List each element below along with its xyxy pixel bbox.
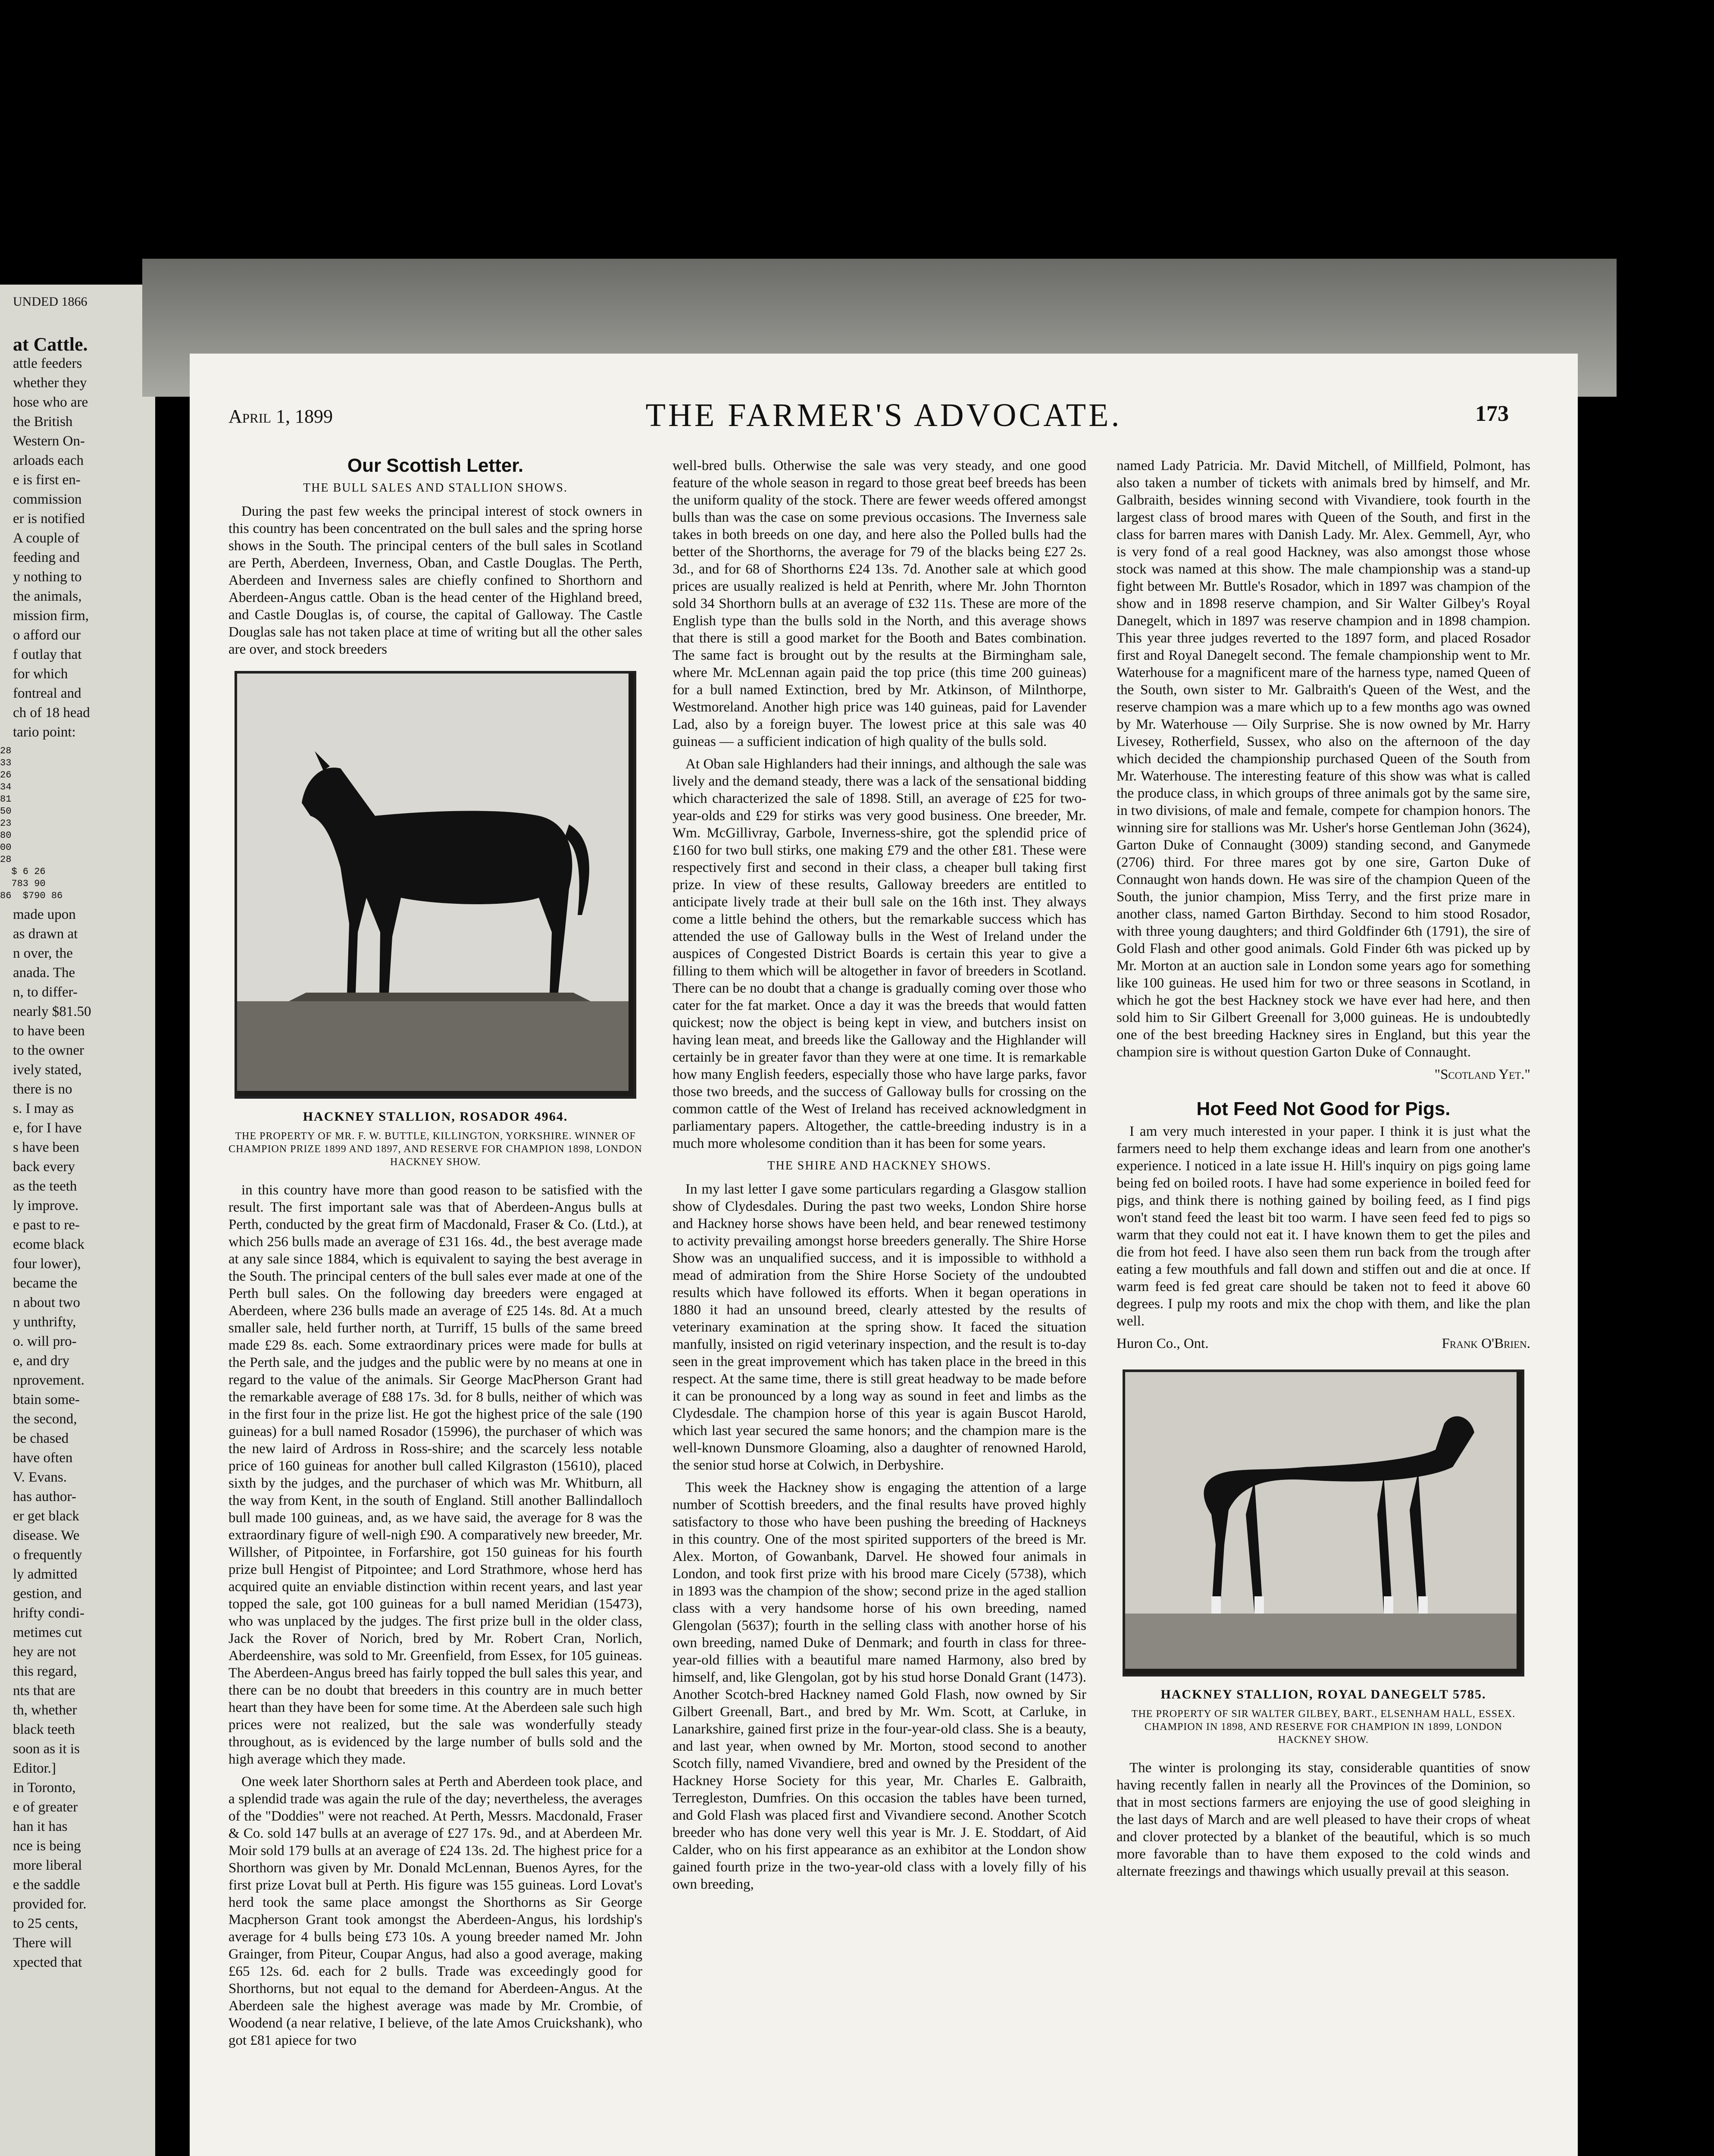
column-3 [1117, 457, 1530, 1885]
photo-rosador [235, 671, 636, 1099]
figure-caption-subtitle: THE PROPERTY OF MR. F. W. BUTTLE, KILLINGTON, YORKSHIRE. WINNER OF CHAMPION PRIZE 1899 AND 1897, AND RESERVE FOR CHAMPION 1898, LONDON HACKNEY SHOW. [228, 1131, 642, 1168]
article2-body: I am very much interested in your paper. I think it is just what the farmers need to help them exchange ideas and learn from one another's experience. I noticed in a late issue H. Hill's inquiry on pigs going lame being fed on boiled roots. I have had some experience in boiled feed for pigs, and think there is nothing gained by boiling feed, as I find pigs won't stand feed the least bit too warm. I have seen feed fed to pigs so warm that they could not eat it. I have known them to get the piles and die from hot feed. I have also seen them run back from the trough after eating a few mouthfuls and fall down and stiffen out and die at once. If warm feed is fed great care should be taken not to feed it above 60 degrees. I pulp my roots and mix the chop with them, and like the plan well. [1117, 1124, 1530, 1329]
page-number: 173 [1475, 401, 1509, 426]
previous-page-line: attle feeders [13, 356, 82, 371]
column-1 [228, 457, 642, 2054]
previous-page-line: be chased [13, 1431, 69, 1446]
previous-page-line: e past to re- [13, 1217, 80, 1233]
previous-page-line: more liberal [13, 1858, 82, 1873]
previous-page-text-lower [0, 906, 147, 1971]
previous-page-line: the British [13, 414, 73, 429]
previous-page-line: y unthrifty, [13, 1314, 76, 1330]
previous-page-line: became the [13, 1275, 78, 1291]
newspaper-page [190, 354, 1578, 2156]
previous-page-text [0, 355, 147, 741]
previous-page-line: arloads each [13, 453, 84, 468]
previous-page-line: gestion, and [13, 1586, 82, 1601]
previous-page-line: V. Evans. [13, 1470, 67, 1485]
previous-page-header: UNDED 1866 [13, 295, 88, 309]
horse-illustration [237, 674, 629, 1091]
previous-page-line: y nothing to [13, 569, 82, 585]
photo-royal-danegelt [1123, 1369, 1524, 1677]
article2-signature [1117, 1335, 1530, 1352]
previous-page-line: fontreal and [13, 686, 81, 701]
previous-page-line: nprovement. [13, 1373, 84, 1388]
article-paragraph: At Oban sale Highlanders had their innings, and although the sale was lively and the demand steady, there was a lack of the sensational bidding which characterized the sale of 1898. Still, an average of £25 for two-year-olds and £29 for stirks was very good business. One breeder, Mr. Wm. McGillivray, Garbole, Inverness-shire, got the splendid price of £160 for two bull stirks, one making £79 and the other £81. These were respectively first and second in their class, a cheaper bull taking first prize. In view of these results, Galloway breeders are entitled to anticipate lively trade at their bull sale on the 16th inst. They always come a little behind the others, but the remarkable success which has attended the use of Galloway bulls in the West of Ireland under the auspices of Congested District Boards is certain this year to give a filling to them which will be altogether in favor of breeders in Scotland. There can be no doubt that a change is gradually coming over those who cater for the fat market. Once a day it was the breeds that would fatten quickest; now the object is being kept in view, and butchers insist on having lean meat, and breeds like the Galloway and the Highlander will certainly be in greater favor than they were at one time. It is remarkable how many English feeders, especially those who have large parks, favor those two breeds, and the success of Galloway bulls for crossing on the common cattle of the West of Ireland has received acknowledgment in parliamentary papers. Altogether, the cattle-breeding industry is in a much more wholesome condition than it has been for some years. [672, 756, 1086, 1151]
previous-page-line: th, whether [13, 1702, 77, 1718]
previous-page-line: as drawn at [13, 926, 78, 942]
previous-page-line: e, for I have [13, 1120, 82, 1136]
previous-page-line: disease. We [13, 1528, 80, 1543]
previous-page-line: e of greater [13, 1799, 78, 1815]
previous-page-edge [0, 285, 155, 2156]
previous-page-line: o afford our [13, 627, 81, 643]
film-border-top [0, 0, 1714, 26]
horse-illustration [1125, 1372, 1517, 1669]
previous-page-line: hey are not [13, 1644, 76, 1660]
article-paragraph: well-bred bulls. Otherwise the sale was very steady, and one good feature of the whole season in regard to those great beef breeds has been the uniform quality of the stock. There are fewer weeds offered amongst bulls than was the case on some previous occasions. The Inverness sale takes in both breeds on one day, and here also the Polled bulls had the better of the Shorthorns, the average for 79 of the blacks being £27 2s. 3d., and for 68 of Shorthorns £24 13s. 7d. Another sale at which good prices are usually realized is held at Penrith, where Mr. John Thornton sold 34 Shorthorn bulls at an average of £32 11s. These are more of the English type than the bulls sold in the North, and this average shows that there is still a good market for the Booth and Bates combination. The same fact is brought out by the results at the Birmingham sale, where Mr. McLennan again paid the top price (this time 200 guineas) for a bull named Extinction, bred by Mr. Atkinson, of Milnthorpe, Westmoreland. Another high price was 140 guineas, paid for Lavender Lad, also by a foreign buyer. The lowest price at this sale was 40 guineas — a sufficient indication of high quality of the bulls sold. [672, 458, 1086, 749]
previous-page-line: feeding and [13, 550, 80, 565]
previous-page-line: provided for. [13, 1896, 87, 1912]
article-subtitle: THE BULL SALES AND STALLION SHOWS. [303, 481, 568, 495]
previous-page-line: the animals, [13, 589, 82, 604]
previous-page-line: n about two [13, 1295, 80, 1310]
previous-page-line: ecome black [13, 1237, 84, 1252]
article-intro: During the past few weeks the principal interest of stock owners in this country has been concentrated on the bull sales and the spring horse shows in the South. The principal centers of the bull sales in Scotland are Perth, Aberdeen, Inverness, Oban, and Castle Douglas. The Perth, Aberdeen and Inverness sales are chiefly confined to Shorthorn and Aberdeen-Angus cattle. Oban is the head center of the Highland breed, and Castle Douglas is, of course, the capital of Galloway. The Castle Douglas sale has not taken place at time of writing but all the other sales are over, and stock breeders [228, 504, 642, 657]
previous-page-line: hrifty condi- [13, 1605, 84, 1621]
previous-page-line: have often [13, 1450, 73, 1466]
issue-date: April 1, 1899 [228, 406, 333, 427]
article-title: Our Scottish Letter. [347, 455, 524, 476]
article-paragraph: One week later Shorthorn sales at Perth and Aberdeen took place, and a splendid trade was again the rule of the day; nevertheless, the averages of the "Doddies" were not reached. At Perth, Messrs. Macdonald, Fraser & Co. sold 147 bulls at an average of £27 17s. 9d., and at Aberdeen Mr. Moir sold 179 bulls at an average of £24 13s. 2d. The highest price for a Shorthorn was given by Mr. Donald McLennan, Buenos Ayres, for the first prize Lovat bull at Perth. His figure was 155 guineas. Lord Lovat's herd took the same place amongst the Shorthorns as Sir George Macpherson Grant took amongst the Aberdeen-Angus, his lordship's average for 4 bulls being £73 10s. A young breeder named Mr. John Grainger, from Piteur, Coupar Angus, had also a good average, making £65 12s. 6d. each for 2 bulls. Trade was exceedingly good for Shorthorns, but not equal to the demand for Aberdeen-Angus. At the Aberdeen sale the highest average was made by Mr. Crombie, of Woodend (a near relative, I believe, of the late Amos Cruickshank), who got £81 apiece for two [228, 1774, 642, 2048]
section-subhead: THE SHIRE AND HACKNEY SHOWS. [767, 1159, 991, 1172]
masthead: THE FARMER'S ADVOCATE. [645, 397, 1122, 433]
previous-page-line: soon as it is [13, 1741, 80, 1757]
previous-page-line: anada. The [13, 965, 75, 981]
previous-page-line: Western On- [13, 433, 85, 449]
previous-page-line: n, to differ- [13, 984, 78, 1000]
previous-page-line: btain some- [13, 1392, 80, 1407]
previous-page-line: er is notified [13, 511, 85, 526]
previous-page-line: e the saddle [13, 1877, 80, 1893]
previous-page-line: ively stated, [13, 1062, 82, 1078]
previous-page-line: o frequently [13, 1547, 82, 1563]
previous-page-line: nce is being [13, 1838, 81, 1854]
previous-page-line: metimes cut [13, 1625, 82, 1640]
previous-page-line: hose who are [13, 395, 88, 410]
article2-author: Frank O'Brien. [1442, 1336, 1530, 1351]
article-paragraph: named Lady Patricia. Mr. David Mitchell, of Millfield, Polmont, has also taken a number of tickets with animals bred by himself, and Mr. Galbraith, besides winning second with Vivandiere, took fourth in the largest class of brood mares with Queen of the South, and first in the class for barren mares with Danish Lady. Mr. Alex. Gemmell, Ayr, who is very fond of a real good Hackney, was also amongst those whose stock was named at this show. The male championship was a stand-up fight between Mr. Buttle's Rosador, which in 1897 was champion of the show and in 1898 reserve champion, and Sir Walter Gilbey's Royal Danegelt, which in 1897 was reserve champion and in 1898 champion. This year three judges reverted to the 1897 form, and placed Rosador first and Royal Danegelt second. The female championship went to Mr. Waterhouse for a magnificent mare of the harness type, named Queen of the South, own sister to Mr. Galbraith's Queen of the West, and the reserve champion was a mare which up to a few months ago was owned by Mr. Waterhouse — Oily Surprise. She is now owned by Mr. Harry Livesey, Rotherfield, Sussex, who also on the afternoon of the day which decided the championship purchased Queen of the South from Mr. Waterhouse. The interesting feature of this show was what is called the produce class, in which groups of three animals got by the same sire, in two divisions, of male and female, compete for champion honors. The winning sire for stallions was Mr. Usher's horse Gentleman John (3624), Garton Duke of Connaught (3009) standing second, and Ganymede (2706) third. For three mares got by one sire, Garton Duke of Connaught won hands down. He was sire of the champion Queen of the South, the junior champion, Miss Terry, and the first prize mare in another class, named Garton Birthday. Second to him stood Rosador, with three young daughters; and third Goldfinder 6th (1791), the sire of Gold Flash and other good animals. Gold Finder 6th was picked up by Mr. Morton at an auction sale in London some years ago for something like 100 guineas. He used him for two or three seasons in Scotland, in which he got the best Hackney stock we have ever had here, and then sold him to Sir Gilbert Greenall for 3,000 guineas. He is undoubtedly one of the best breeding Hackney sires in England, but this year the champion sire is without question Garton Duke of Connaught. [1117, 458, 1530, 1060]
figure-caption-title: HACKNEY STALLION, ROYAL DANEGELT 5785. [1160, 1687, 1486, 1702]
previous-page-line: nts that are [13, 1683, 75, 1698]
previous-page-line: made upon [13, 907, 76, 922]
closing-paragraph: The winter is prolonging its stay, considerable quantities of snow having recently fallen in nearly all the Provinces of the Dominion, so that in most sections farmers are enjoying the use of good sleighing in the last days of March and are well pleased to have their crops of wheat and clover protected by a blanket of the beautiful, which is so much more favorable than to have them exposed to the cold winds and alternate freezings and thawings which usually prevail at this season. [1117, 1760, 1530, 1879]
previous-page-line: A couple of [13, 530, 79, 546]
article2-title: Hot Feed Not Good for Pigs. [1196, 1098, 1451, 1119]
previous-page-line: e is first en- [13, 472, 81, 488]
previous-page-line: to 25 cents, [13, 1916, 78, 1931]
previous-page-figures: 28 33 26 34 81 50 23 80 00 28 $ 6 26 783 90 86 $790 86 [0, 746, 63, 901]
previous-page-line: mission firm, [13, 608, 89, 624]
previous-page-line: han it has [13, 1819, 68, 1834]
previous-page-line: xpected that [13, 1955, 82, 1970]
figure-caption-subtitle: THE PROPERTY OF SIR WALTER GILBEY, BART., ELSENHAM HALL, ESSEX. CHAMPION IN 1898, AND RESERVE FOR CHAMPION IN 1899, LONDON HACKNEY SHOW. [1131, 1708, 1516, 1745]
article-paragraph: In my last letter I gave some particulars regarding a Glasgow stallion show of Clydesdales. During the past two weeks, London Shire horse and Hackney horse shows have been held, and bear renewed testimony to activity prevailing amongst horse breeders generally. The Shire Horse Show was an unqualified success, and it is impossible to withhold a mead of admiration from the Shire Horse Society of the undoubted results which have followed its efforts. When it began operations in 1880 it had an unsound breed, clearly attested by the results of veterinary examination at the spring show. It faced the situation manfully, insisted on rigid veterinary inspection, and the result is to-day seen in the great improvement which has taken place in the breed in this respect. At the same time, there is still great headway to be made before it can be pronounced by a long way as sound in feet and limbs as the Clydesdale. The champion horse of this year is again Buscot Harold, which last year secured the same honors; and the champion mare is the well-known Dunsmore Gloaming, also a daughter of renowned Harold, the senior stud horse at Colwich, in Derbyshire. [672, 1181, 1086, 1473]
previous-page-line: there is no [13, 1081, 72, 1097]
previous-page-line: in Toronto, [13, 1780, 76, 1796]
previous-page-line: nearly $81.50 [13, 1004, 91, 1019]
previous-page-line: this regard, [13, 1664, 77, 1679]
page-header [190, 397, 1578, 444]
previous-page-line: Editor.] [13, 1761, 56, 1776]
figure-caption-title: HACKNEY STALLION, ROSADOR 4964. [303, 1109, 568, 1124]
previous-page-line: s. I may as [13, 1101, 74, 1116]
previous-page-line: ly improve. [13, 1198, 79, 1213]
previous-page-line: four lower), [13, 1256, 81, 1272]
previous-page-line: o. will pro- [13, 1334, 77, 1349]
previous-page-line: as the teeth [13, 1178, 77, 1194]
article-signoff: "Scotland Yet." [1434, 1067, 1530, 1082]
previous-page-line: to have been [13, 1023, 85, 1039]
previous-page-line: s have been [13, 1140, 79, 1155]
previous-page-line: e, and dry [13, 1353, 70, 1369]
previous-page-line: ly admitted [13, 1567, 78, 1582]
previous-page-line: commission [13, 492, 82, 507]
previous-page-line: to the owner [13, 1043, 84, 1058]
previous-page-line: tario point: [13, 724, 76, 740]
previous-page-line: has author- [13, 1489, 76, 1504]
previous-page-line: whether they [13, 375, 87, 391]
previous-page-line: the second, [13, 1411, 77, 1427]
article2-place: Huron Co., Ont. [1117, 1336, 1209, 1351]
previous-page-line: back every [13, 1159, 75, 1175]
column-2 [672, 457, 1086, 1898]
previous-page-line: black teeth [13, 1722, 75, 1737]
previous-page-line: f outlay that [13, 647, 82, 662]
previous-page-line: n over, the [13, 946, 73, 961]
previous-page-line: er get black [13, 1508, 79, 1524]
article-paragraph: in this country have more than good reason to be satisfied with the result. The first important sale was that of Aberdeen-Angus bulls at Perth, conducted by the great firm of Macdonald, Fraser & Co. (Ltd.), at which 256 bulls made an average of £31 16s. 4d., the best average made at any sale since 1884, which is equivalent to saying the best average in the South. The principal centers of the bull sales ever made at one of the Perth bull sales. On the following day breeders were engaged at Aberdeen, where 236 bulls made an average of £25 14s. 8d. At a much smaller sale, held further north, at Turriff, 15 bulls of the same breed made £29 8s. each. Some extraordinary prices were made for bulls at the Perth sale, and the judges and the public were by no means at one in regard to the value of the animals. Sir George MacPherson Grant had the remarkable average of £88 17s. 3d. for 8 bulls, neither of which was in the first four in the prize list. He got the highest price of the sale (190 guineas) for a bull named Rosador (15996), the purchaser of which was the new laird of Ardross in Ross-shire; and the scarcely less notable price of 160 guineas for another bull called Kilgraston (15610), placed sixth by the judges, and the purchaser of which was Mr. Whitburn, all the way from Kent, in the south of England. Still another Ballindalloch bull made 100 guineas, and, as we have said, the average for 8 was the extraordinary figure of well-nigh £90. A comparatively new breeder, Mr. Willsher, of Pitpointee, in Forfarshire, got 150 guineas for his fourth prize bull Hengist of Pitpointee; and Lord Strathmore, whose herd has acquired quite an enviable distinction within recent years, and last year topped the sale, got 100 guineas for a bull named Meridian (15473), who was unplaced by the judges. The first prize bull in the older class, Jack the Rover of Norich, bred by Mr. Robert Cran, Norlich, Aberdeenshire, was sold to Mr. Greenfield, from Essex, for 105 guineas. The Aberdeen-Angus breed has fairly topped the bull sales this year, and there can be no doubt that breeders in this country are in much better heart than they have been for some time. At the Aberdeen sale such high prices were not realized, but the sale was wonderfully steady throughout, as is evidenced by the large number of bulls sold and the high average which they made. [228, 1182, 642, 1767]
article-paragraph: This week the Hackney show is engaging the attention of a large number of Scottish breeders, and the final results have proved highly satisfactory to those who have been pushing the breeding of Hackneys in this country. One of the most spirited supporters of the breed is Mr. Alex. Morton, of Gowanbank, Darvel. He showed four animals in London, and took first prize with his brood mare Cicely (5738), which in 1893 was the champion of the show; second prize in the aged stallion class with a very handsome horse of his own breeding, named Glengolan (5637); fourth in the selling class with another horse of his own breeding, named Duke of Denmark; and fourth in class for three-year-old fillies with a beautiful mare named Harmony, also bred by himself, and, like Glengolan, got by his stud horse Donald Grant (1473). Another Scotch-bred Hackney named Gold Flash, now owned by Sir Gilbert Greenall, Bart., and bred by Mr. Wm. Scott, at Carluke, in Lanarkshire, gained first prize in the four-year-old class. She is a beauty, and last year, when owned by Mr. Morton, stood second to another Scotch filly, named Vivandiere, bred and owned by the President of the Hackney Horse Society for this year, Mr. Charles E. Galbraith, Terregleston, Dumfries. On this occasion the tables have been turned, and Gold Flash was placed first and Vivandiere second. Another Scotch breeder who has done very well this year is Mr. J. E. Stoddart, of Aid Calder, who on his first appearance as an exhibitor at the London show gained fourth prize in the two-year-old class with a lovely filly of his own breeding, [672, 1480, 1086, 1892]
previous-page-line: ch of 18 head [13, 705, 90, 721]
previous-page-line: There will [13, 1935, 72, 1951]
previous-page-line: for which [13, 666, 68, 682]
previous-page-heading: at Cattle. [13, 334, 88, 355]
